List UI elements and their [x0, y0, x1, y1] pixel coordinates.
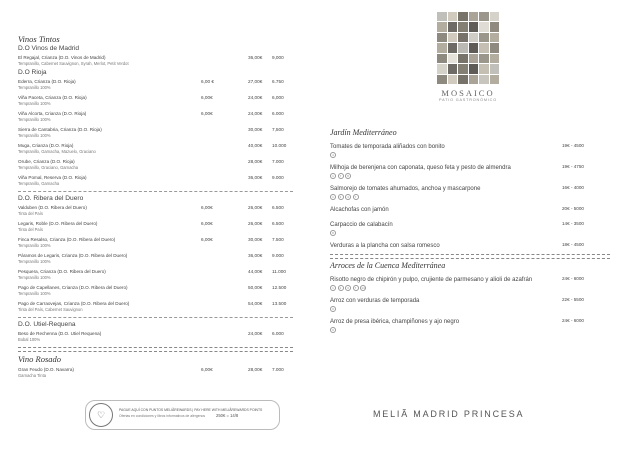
rewards-icon: ♡: [89, 403, 113, 427]
mosaic-tile: [448, 22, 458, 31]
price-glass: 6,00 €: [201, 79, 215, 84]
dish-row: [330, 206, 610, 215]
dish-price: 18€ - 4500: [562, 242, 584, 247]
mosaic-tile: [448, 75, 458, 84]
dish-price: 22€ - 5500: [562, 297, 584, 302]
wine-row: [18, 95, 293, 108]
allergen-icons: [330, 152, 610, 158]
section-divider: [18, 191, 293, 192]
wine-row: [18, 301, 293, 314]
wine-grapes: Bobal 100%: [18, 336, 41, 342]
mosaic-tile: [479, 22, 489, 31]
wine-name: Páramos de Legaris, Crianza (D.O. Ribera del Duero): [18, 253, 128, 258]
dish-name: Verduras a la plancha con salsa romesco: [330, 243, 440, 249]
wine-grapes: Tempranillo 100%: [18, 116, 51, 122]
price-points: 9.000: [272, 253, 284, 258]
mosaic-tile: [458, 64, 468, 73]
price-glass: 6,00€: [201, 95, 213, 100]
price-points: 7.000: [272, 367, 284, 372]
price-points: 7.500: [272, 237, 284, 242]
price-points: 6.000: [272, 111, 284, 116]
price-points: 13.500: [272, 301, 287, 306]
mosaic-tile: [437, 43, 447, 52]
dish-row: [330, 164, 610, 179]
mosaic-tile: [458, 22, 468, 31]
mosaic-tile: [448, 64, 458, 73]
allergen-icon: 3: [338, 194, 344, 200]
allergen-icon: 9: [330, 327, 336, 333]
wine-row: [18, 367, 293, 380]
dish-section-title: Arroces de la Cuenca Mediterránea: [330, 261, 446, 270]
dish-price: 19€ - 4750: [562, 164, 584, 169]
mosaic-tile: [448, 33, 458, 42]
mosaic-tile: [458, 33, 468, 42]
wine-row: [18, 205, 293, 218]
allergen-icon: 2: [338, 285, 344, 291]
wine-row: [18, 127, 293, 140]
wine-name: El Regajal, Crianza (D.O. Vinos de Madrid): [18, 55, 106, 60]
price-points: 9.000: [272, 175, 284, 180]
section-double-divider: [18, 347, 293, 352]
price-bottle: 24,00€: [248, 95, 263, 100]
wine-group-title: D.O Rioja: [18, 69, 47, 76]
mosaic-tile: [479, 75, 489, 84]
dish-name: Tomates de temporada aliñados con bonito: [330, 144, 445, 150]
logo-subtitle: PATIO GASTRONÓMICO: [439, 98, 497, 102]
wine-row: [18, 111, 293, 124]
allergen-icon: 9: [330, 306, 336, 312]
dish-name: Risotto negro de chipirón y pulpo, crujiente de parmesano y alioli de azafrán: [330, 277, 533, 283]
price-bottle: 50,00€: [248, 285, 263, 290]
price-bottle: 27,00€: [248, 79, 263, 84]
dish-name: Carpaccio de calabacín: [330, 222, 393, 228]
price-points: 6.500: [272, 205, 284, 210]
dish-name: Milhoja de berenjena con caponata, queso feta y pesto de almendra: [330, 165, 511, 171]
mosaic-tile: [448, 54, 458, 63]
wine-name: Viña Paceta, Crianza (D.O. Rioja): [18, 95, 87, 100]
allergen-icons: [330, 306, 610, 312]
wine-grapes: Tempranillo 100%: [18, 274, 51, 280]
dish-row: [330, 318, 610, 333]
wine-row: [18, 285, 293, 298]
mosaic-tile: [469, 33, 479, 42]
mosaic-tile: [437, 12, 447, 21]
dish-price: 14€ - 3500: [562, 221, 584, 226]
price-points: 7,500: [272, 127, 284, 132]
wine-grapes: Tempranillo 100%: [18, 290, 51, 296]
wine-name: Gran Feudo (D.O. Navarra): [18, 367, 74, 372]
wine-name: Viña Alcorta, Crianza (D.O. Rioja): [18, 111, 87, 116]
mosaic-tile: [479, 43, 489, 52]
hotel-brand: MELIÃ MADRID PRINCESA: [373, 409, 525, 419]
allergen-icon: 1: [330, 285, 336, 291]
wine-grapes: Tempranillo, Graciano, Garnacha: [18, 164, 79, 170]
allergen-icon: 4: [330, 152, 336, 158]
mosaic-logo-graphic: [437, 12, 499, 84]
wine-grapes: Tinta del País: [18, 210, 43, 216]
rewards-badge: [85, 400, 280, 430]
wine-row: [18, 143, 293, 156]
wine-name: Pago de Capellanes, Crianza (D.O. Ribera del Duero): [18, 285, 128, 290]
mosaic-tile: [448, 43, 458, 52]
dish-list: [330, 128, 610, 333]
dish-row: [330, 242, 610, 251]
dish-price: 24€ - 6000: [562, 318, 584, 323]
price-glass: 6,00€: [201, 111, 213, 116]
wine-section-title: Vinos Tintos: [18, 34, 60, 44]
rosado-title: Vino Rosado: [18, 354, 62, 364]
mosaic-tile: [469, 43, 479, 52]
dish-section-title: Jardín Mediterráneo: [330, 128, 397, 137]
wine-name: Finca Resalso, Crianza (D.O. Ribera del Duero): [18, 237, 116, 242]
wine-grapes: Tempranillo 100%: [18, 84, 51, 90]
wine-group-title: D.O Vinos de Madrid: [18, 45, 80, 52]
wine-row: [18, 55, 293, 68]
wine-grapes: Tempranillo 100%: [18, 100, 51, 106]
badge-price: 250€ = 14/8: [216, 413, 239, 418]
wine-group-title: D.O. Utiel-Requena: [18, 321, 76, 328]
mosaic-tile: [490, 33, 500, 42]
wine-name: Orube, Crianza (D.O. Rioja): [18, 159, 75, 164]
allergen-icons: [330, 173, 610, 179]
mosaic-tile: [479, 33, 489, 42]
wine-row: [18, 221, 293, 234]
mosaic-tile: [469, 22, 479, 31]
price-bottle: 26,00€: [248, 221, 263, 226]
allergen-icons: [330, 194, 610, 200]
price-points: 6.750: [272, 79, 284, 84]
wine-row: [18, 237, 293, 250]
mosaic-tile: [437, 22, 447, 31]
price-bottle: 44,00€: [248, 269, 263, 274]
allergen-icon: 1: [330, 194, 336, 200]
wine-row: [18, 175, 293, 188]
dish-name: Alcachofas con jamón: [330, 207, 389, 213]
dish-row: [330, 143, 610, 158]
price-bottle: 28,00€: [248, 367, 263, 372]
price-bottle: 54,00€: [248, 301, 263, 306]
price-points: 10.000: [272, 143, 287, 148]
price-points: 6,000: [272, 95, 284, 100]
dish-name: Arroz de presa ibérica, champiñones y ajo negro: [330, 319, 460, 325]
wine-name: Beso de Rechenna (D.O. Utiel Requena): [18, 331, 102, 336]
wine-row: [18, 253, 293, 266]
dish-price: 20€ - 5000: [562, 206, 584, 211]
price-bottle: 30,00€: [248, 127, 263, 132]
wine-grapes: Tempranillo, Cabernet Sauvignon, Syrah, Merlot, Petit Verdot: [18, 60, 129, 66]
allergen-icons: [330, 285, 610, 291]
allergen-icon: 7: [353, 194, 359, 200]
wine-name: Muga, Crianza (D.O. Rioja): [18, 143, 74, 148]
wine-grapes: Tempranillo 100%: [18, 258, 51, 264]
wine-row: [18, 269, 293, 282]
wine-row: [18, 79, 293, 92]
price-points: 12.500: [272, 285, 287, 290]
dish-name: Salmorejo de tomates ahumados, anchoa y mascarpone: [330, 186, 481, 192]
dish-price: 24€ - 6000: [562, 276, 584, 281]
allergen-icon: 8: [330, 230, 336, 236]
dish-name: Arroz con verduras de temporada: [330, 298, 420, 304]
price-bottle: 36,00€: [248, 175, 263, 180]
price-bottle: 36,00€: [248, 253, 263, 258]
wine-name: Sierra de Cantabria, Crianza (D.O. Rioja): [18, 127, 102, 132]
wine-grapes: Tinta del País: [18, 226, 43, 232]
mosaic-tile: [458, 43, 468, 52]
price-points: 7.000: [272, 159, 284, 164]
badge-line2: Ofertas en condiciones y libros informativos de alérgenos: [119, 414, 206, 418]
dish-row: [330, 185, 610, 200]
mosaic-tile: [490, 75, 500, 84]
price-glass: 6,00€: [201, 221, 213, 226]
dish-row: [330, 221, 610, 236]
mosaico-logo: [428, 12, 508, 102]
mosaic-tile: [469, 75, 479, 84]
mosaic-tile: [479, 12, 489, 21]
allergen-icon: 7: [353, 285, 359, 291]
price-bottle: 40,00€: [248, 143, 263, 148]
mosaic-tile: [490, 54, 500, 63]
mosaic-tile: [479, 64, 489, 73]
mosaic-tile: [490, 12, 500, 21]
allergen-icons: [330, 327, 610, 333]
badge-line1: PAGUE AQUÍ CON PUNTOS MELIÃREWARDS | PAY HERE WITH MELIÃREWARDS POINTS: [119, 408, 263, 412]
mosaic-tile: [490, 22, 500, 31]
allergen-icon: 4: [345, 194, 351, 200]
price-points: 6.000: [272, 331, 284, 336]
price-points: 9,000: [272, 55, 284, 60]
price-points: 6.500: [272, 221, 284, 226]
mosaic-tile: [458, 54, 468, 63]
price-bottle: 26,00€: [248, 205, 263, 210]
wine-name: Pago de Carraovejas, Crianza (D.O. Ribera del Duero): [18, 301, 130, 306]
mosaic-tile: [437, 64, 447, 73]
mosaic-tile: [458, 75, 468, 84]
price-bottle: 24,00€: [248, 331, 263, 336]
section-divider: [18, 317, 293, 318]
mosaic-tile: [437, 54, 447, 63]
wine-grapes: Tempranillo, Garnacha, Mazuelo, Graciano: [18, 148, 96, 154]
mosaic-tile: [458, 12, 468, 21]
wine-name: Ederra, Crianza (D.O. Rioja): [18, 79, 76, 84]
wine-name: Legaris, Roble (D.O. Ribera del Duero): [18, 221, 98, 226]
allergen-icon: 7: [338, 173, 344, 179]
mosaic-tile: [479, 54, 489, 63]
wine-name: Viña Pomal, Reserva (D.O. Rioja): [18, 175, 87, 180]
dish-price: 19€ - 4500: [562, 143, 584, 148]
price-bottle: 28,00€: [248, 159, 263, 164]
allergen-icon: 1: [330, 173, 336, 179]
dish-row: [330, 297, 610, 312]
price-bottle: 30,00€: [248, 237, 263, 242]
mosaic-tile: [437, 75, 447, 84]
wine-group-title: D.O. Ribera del Duero: [18, 195, 84, 202]
mosaic-tile: [469, 64, 479, 73]
wine-grapes: Tempranillo 100%: [18, 132, 51, 138]
wine-name: Valduben (D.O. Ribera del Duero): [18, 205, 87, 210]
price-glass: 6,00€: [201, 367, 213, 372]
allergen-icons: [330, 230, 610, 236]
mosaic-tile: [490, 43, 500, 52]
mosaic-tile: [469, 12, 479, 21]
wine-row: [18, 159, 293, 172]
wine-list: [18, 34, 293, 380]
wine-grapes: Tempranillo, Garnacha: [18, 180, 60, 186]
wine-grapes: Tempranillo 100%: [18, 242, 51, 248]
price-bottle: 36,00€: [248, 55, 263, 60]
section-double-divider: [330, 254, 610, 259]
wine-grapes: Tinta del País, Cabernet Sauvignon: [18, 306, 83, 312]
price-points: 11.000: [272, 269, 286, 274]
wine-name: Pesquera, Crianza (D.O. Ribera del Duero): [18, 269, 106, 274]
dish-price: 16€ - 4000: [562, 185, 584, 190]
mosaic-tile: [448, 12, 458, 21]
dish-row: [330, 276, 610, 291]
mosaic-tile: [469, 54, 479, 63]
allergen-icon: 3: [345, 285, 351, 291]
wine-grapes: Garnacha Tinta: [18, 372, 46, 378]
price-glass: 6,00€: [201, 237, 213, 242]
allergen-icon: 8: [345, 173, 351, 179]
mosaic-tile: [490, 64, 500, 73]
allergen-icon: 14: [361, 286, 365, 290]
price-glass: 6,00€: [201, 205, 213, 210]
wine-row: [18, 331, 293, 344]
logo-name: MOSAICO: [441, 88, 495, 98]
mosaic-tile: [437, 33, 447, 42]
price-bottle: 24,00€: [248, 111, 263, 116]
